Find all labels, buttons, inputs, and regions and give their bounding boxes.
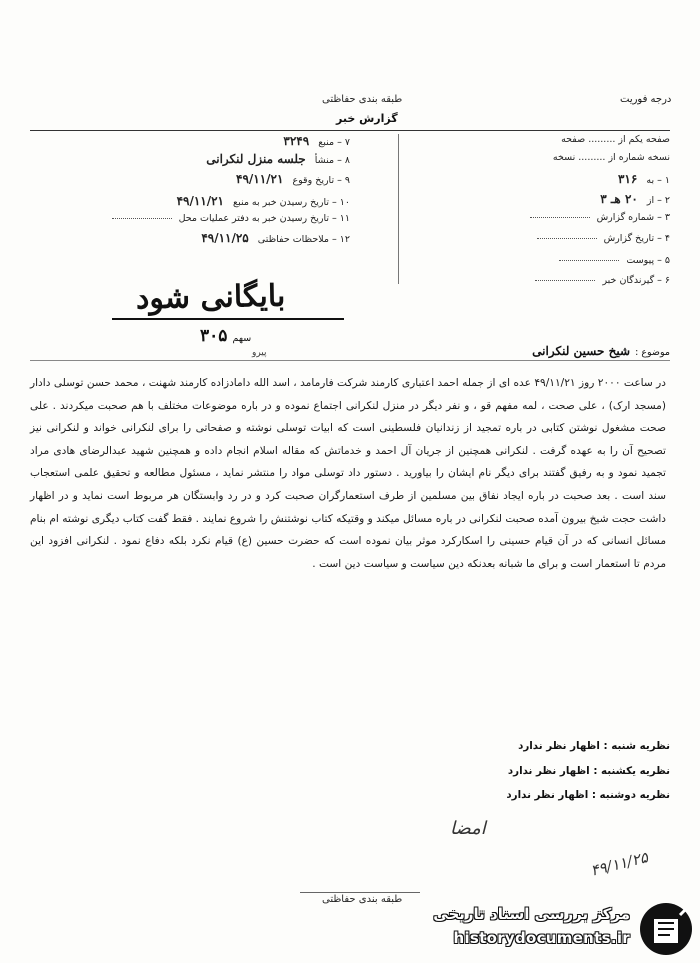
urgency-label: درجه فوریت: [620, 94, 672, 105]
field-label: ۷ – منبع: [318, 137, 350, 148]
analysis-saturday: [440, 740, 670, 752]
report-date-field: [430, 233, 670, 244]
analysis-label: نظریه یکشنبه :: [593, 765, 670, 777]
blank-line: [559, 260, 619, 261]
blank-line: [112, 218, 172, 219]
page-field: [430, 134, 670, 145]
field-label: ۲ – از: [646, 195, 670, 206]
field-value: از ......... نسخه: [552, 152, 616, 163]
to-field: [430, 172, 670, 186]
blank-line: [530, 217, 590, 218]
field-label: ۸ – منشأ: [314, 155, 350, 166]
field-value: ۳۱۶: [617, 172, 638, 186]
from-field: [430, 192, 670, 206]
analysis-label: نظریه شنبه :: [603, 740, 670, 752]
attachment-field: [430, 255, 670, 266]
report-body: [30, 372, 666, 575]
field-label: ۴ – تاریخ گزارش: [603, 233, 670, 244]
field-label: نسخه شماره: [618, 152, 670, 163]
subject-label: موضوع :: [635, 347, 670, 358]
recipients-field: [430, 275, 670, 286]
operations-date-field: [40, 213, 350, 224]
archive-watermark: [418, 895, 700, 963]
receipt-date-field: [40, 194, 350, 208]
archive-logo-icon: [636, 899, 696, 959]
share-number: [200, 326, 251, 346]
field-label: ۹ – تاریخ وقوع: [292, 175, 350, 186]
header-divider: [30, 130, 670, 131]
source-field: [150, 134, 350, 148]
field-label: ۱۱ – تاریخ رسیدن خبر به دفتر عملیات محل: [178, 213, 350, 224]
share-value: ۳۰۵: [200, 326, 228, 346]
field-value: ۴۹/۱۱/۲۱: [176, 194, 224, 208]
field-value: ۴۹/۱۱/۲۵: [201, 231, 249, 245]
classification-top: طبقه بندی حفاظتی: [322, 94, 403, 105]
handwritten-date: ۴۹/۱۱/۲۵: [588, 848, 650, 880]
analysis-sunday: [420, 765, 670, 777]
blank-line: [537, 238, 597, 239]
watermark-fa: مرکز بررسی اسناد تاریخی: [433, 905, 630, 923]
analysis-value: اظهار نظر ندارد: [506, 789, 589, 801]
origin-field: [110, 152, 350, 166]
field-label: ۱۲ – ملاحظات حفاظتی: [257, 234, 350, 245]
subject-value: شیخ حسین لنکرانی: [532, 344, 631, 358]
field-label: ۱ – به: [646, 175, 670, 186]
security-notes-field: [40, 231, 350, 245]
header-column-divider: [398, 134, 399, 284]
analysis-monday: [420, 789, 670, 801]
handwritten-signature: امضا: [450, 818, 486, 839]
archive-stamp-underline: [112, 318, 344, 320]
field-value: ۴۹/۱۱/۲۱: [236, 172, 284, 186]
analysis-label: نظریه دوشنبه :: [591, 789, 670, 801]
field-label: صفحه یکم: [628, 134, 670, 145]
body-paragraph: در ساعت ۲۰۰۰ روز ۴۹/۱۱/۲۱ عده ای از جمله احمد اعتباری کارمند شرکت فارمامد ، اسد الله دامادزاده کارمند شهنت ، محمد حسن توسلی دادار (مسجد ارک) ، علی صحت ، لمه مفهم قو ، و نفر دیگر در منزل لنکرانی اجتماع نموده و در باره موضوعات مختلف با هم صحبت میکردند . علی صحت مشغول نوشتن کتابی در باره تمجید از زندانیان فلسطینی است که ابیات توسلی نوشته و صفحاتی را برای لنکرانی خواند و لنکرانی نیز تصحیح آن را به عهده گرفت . لنکرانی همچنین از جریان آل احمد و خدماتش که مقاله اسلام انجام داده و همچنین شهید عبدالرضای هادی مراد تجمید نمود و به رفیق گفتند برای دیگر نام ایشان را بیاورید . دستور داد توسلی مواد را منتشر نماید ، مسئول مطالعه و تحقیق علمی استعجاب سند است . بعد صحبت در باره ایجاد نفاق بین مسلمین از طرف استعمارگران صحبت کرد و در رد وابستگان هر مربوط است نماید و در اظهار داشت حجت شیخ بیرون آمده صحبت لنکرانی در باره مسائل میکند و وقتیکه کتاب نوشتنش را شروع نمایند . فقط گفت کتاب دیگری نوشته ام بنام مسائل انسانی که در آن قیام حسینی را اسکارکرد موثر بیان نموده است که حضرت حسین (ع) قیام نکرد بلکه دفاع نمود . لنکرانی افزود این مردم تا استعمار است و برای ما شبانه بعدنکه دین سیاست و سیاست دین است .: [30, 377, 666, 570]
field-label: ۳ – شماره گزارش: [596, 212, 670, 223]
analysis-value: اظهار نظر ندارد: [518, 740, 600, 752]
subject-divider: [30, 360, 670, 361]
classification-bottom: طبقه بندی حفاظتی: [322, 894, 403, 905]
field-label: ۶ – گیرندگان خبر: [602, 275, 670, 286]
field-label: ۵ – پیوست: [626, 255, 670, 266]
occurrence-date-field: [60, 172, 350, 186]
report-type: گزارش خبر: [336, 112, 398, 125]
report-number-field: [430, 212, 670, 223]
field-value: ۲۰ هـ ۳: [600, 192, 638, 206]
field-value: جلسه منزل لنکرانی: [206, 152, 306, 166]
field-label: ۱۰ – تاریخ رسیدن خبر به منبع: [233, 197, 350, 208]
subject-line: [440, 340, 670, 359]
share-label: سهم: [232, 333, 252, 344]
field-value: ۳۲۴۹: [283, 134, 310, 148]
field-value: از ......... صفحه: [561, 134, 626, 145]
analysis-value: اظهار نظر ندارد: [507, 765, 590, 777]
watermark-en: historydocuments.ir: [453, 929, 630, 947]
blank-line: [535, 280, 595, 281]
footer-divider: [300, 892, 420, 893]
copy-field: [430, 152, 670, 163]
archive-stamp: بایگانی شود: [135, 278, 286, 317]
share-sub: پیرو: [252, 348, 267, 358]
